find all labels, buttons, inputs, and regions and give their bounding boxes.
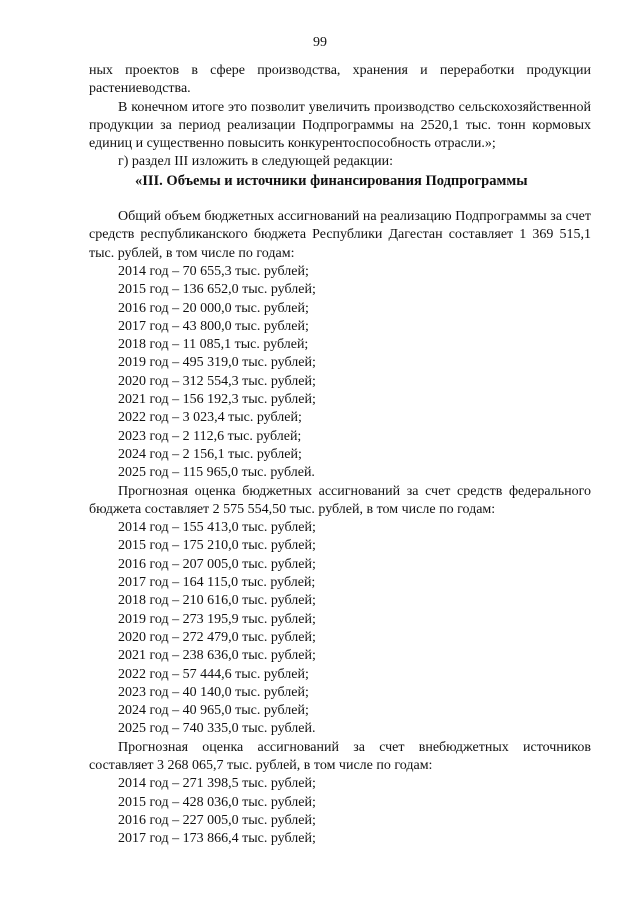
page-number: 99: [313, 35, 327, 50]
republican-years-list: [89, 263, 591, 483]
list-item: 2016 год – 20 000,0 тыс. рублей;: [118, 300, 309, 316]
list-item: 2023 год – 40 140,0 тыс. рублей;: [118, 684, 309, 700]
spacer: [89, 190, 591, 208]
list-item: 2018 год – 210 616,0 тыс. рублей;: [118, 593, 316, 609]
intro-paragraph-2: В конечном итоге это позволит увеличить производство сельскохозяйственной продукции за период реализации Подпрограммы на 2520,1 тыс. тонн кормовых единиц и существенно повысить конкурентоспособность отрасли.»;: [89, 99, 591, 152]
list-item: 2022 год – 57 444,6 тыс. рублей;: [118, 666, 309, 682]
list-item: 2020 год – 312 554,3 тыс. рублей;: [118, 373, 316, 389]
list-item: 2015 год – 428 036,0 тыс. рублей;: [118, 794, 316, 810]
section-heading: «III. Объемы и источники финансирования Подпрограммы: [135, 172, 528, 189]
document-body: [89, 62, 591, 848]
extrabudgetary-years-list: [89, 775, 591, 848]
list-item: 2014 год – 271 398,5 тыс. рублей;: [118, 776, 316, 792]
intro-paragraph-1: ных проектов в сфере производства, хранения и переработки продукции растениеводства.: [89, 63, 591, 97]
list-item: 2015 год – 175 210,0 тыс. рублей;: [118, 538, 316, 554]
list-item: 2025 год – 740 335,0 тыс. рублей.: [118, 721, 316, 737]
list-item: 2014 год – 155 413,0 тыс. рублей;: [118, 520, 316, 536]
list-item: 2021 год – 238 636,0 тыс. рублей;: [118, 648, 316, 664]
list-item: 2018 год – 11 085,1 тыс. рублей;: [118, 337, 309, 353]
list-item: 2017 год – 164 115,0 тыс. рублей;: [118, 575, 316, 591]
list-item: 2017 год – 173 866,4 тыс. рублей;: [118, 831, 316, 847]
list-item: 2015 год – 136 652,0 тыс. рублей;: [118, 282, 316, 298]
list-item: 2023 год – 2 112,6 тыс. рублей;: [118, 428, 302, 444]
list-item: 2016 год – 227 005,0 тыс. рублей;: [118, 812, 316, 828]
list-item: 2022 год – 3 023,4 тыс. рублей;: [118, 410, 302, 426]
intro-paragraph-3: г) раздел III изложить в следующей редакции:: [118, 154, 393, 170]
list-item: 2014 год – 70 655,3 тыс. рублей;: [118, 263, 309, 279]
list-item: 2021 год – 156 192,3 тыс. рублей;: [118, 392, 316, 408]
list-item: 2025 год – 115 965,0 тыс. рублей.: [118, 465, 315, 481]
list-item: 2024 год – 2 156,1 тыс. рублей;: [118, 446, 302, 462]
list-item: 2019 год – 495 319,0 тыс. рублей;: [118, 355, 316, 371]
list-item: 2016 год – 207 005,0 тыс. рублей;: [118, 556, 316, 572]
federal-budget-paragraph: Прогнозная оценка бюджетных ассигнований за счет средств федерального бюджета составляет 2 575 554,50 тыс. рублей, в том числе по годам:: [89, 483, 591, 517]
list-item: 2020 год – 272 479,0 тыс. рублей;: [118, 629, 316, 645]
list-item: 2017 год – 43 800,0 тыс. рублей;: [118, 318, 309, 334]
list-item: 2024 год – 40 965,0 тыс. рублей;: [118, 703, 309, 719]
extrabudgetary-paragraph: Прогнозная оценка ассигнований за счет внебюджетных источников составляет 3 268 065,7 тыс. рублей, в том числе по годам:: [89, 739, 591, 773]
federal-years-list: [89, 519, 591, 739]
list-item: 2019 год – 273 195,9 тыс. рублей;: [118, 611, 316, 627]
republican-budget-paragraph: Общий объем бюджетных ассигнований на реализацию Подпрограммы за счет средств республиканского бюджета Республики Дагестан составляет 1 369 515,1 тыс. рублей, в том числе по годам:: [89, 209, 591, 261]
